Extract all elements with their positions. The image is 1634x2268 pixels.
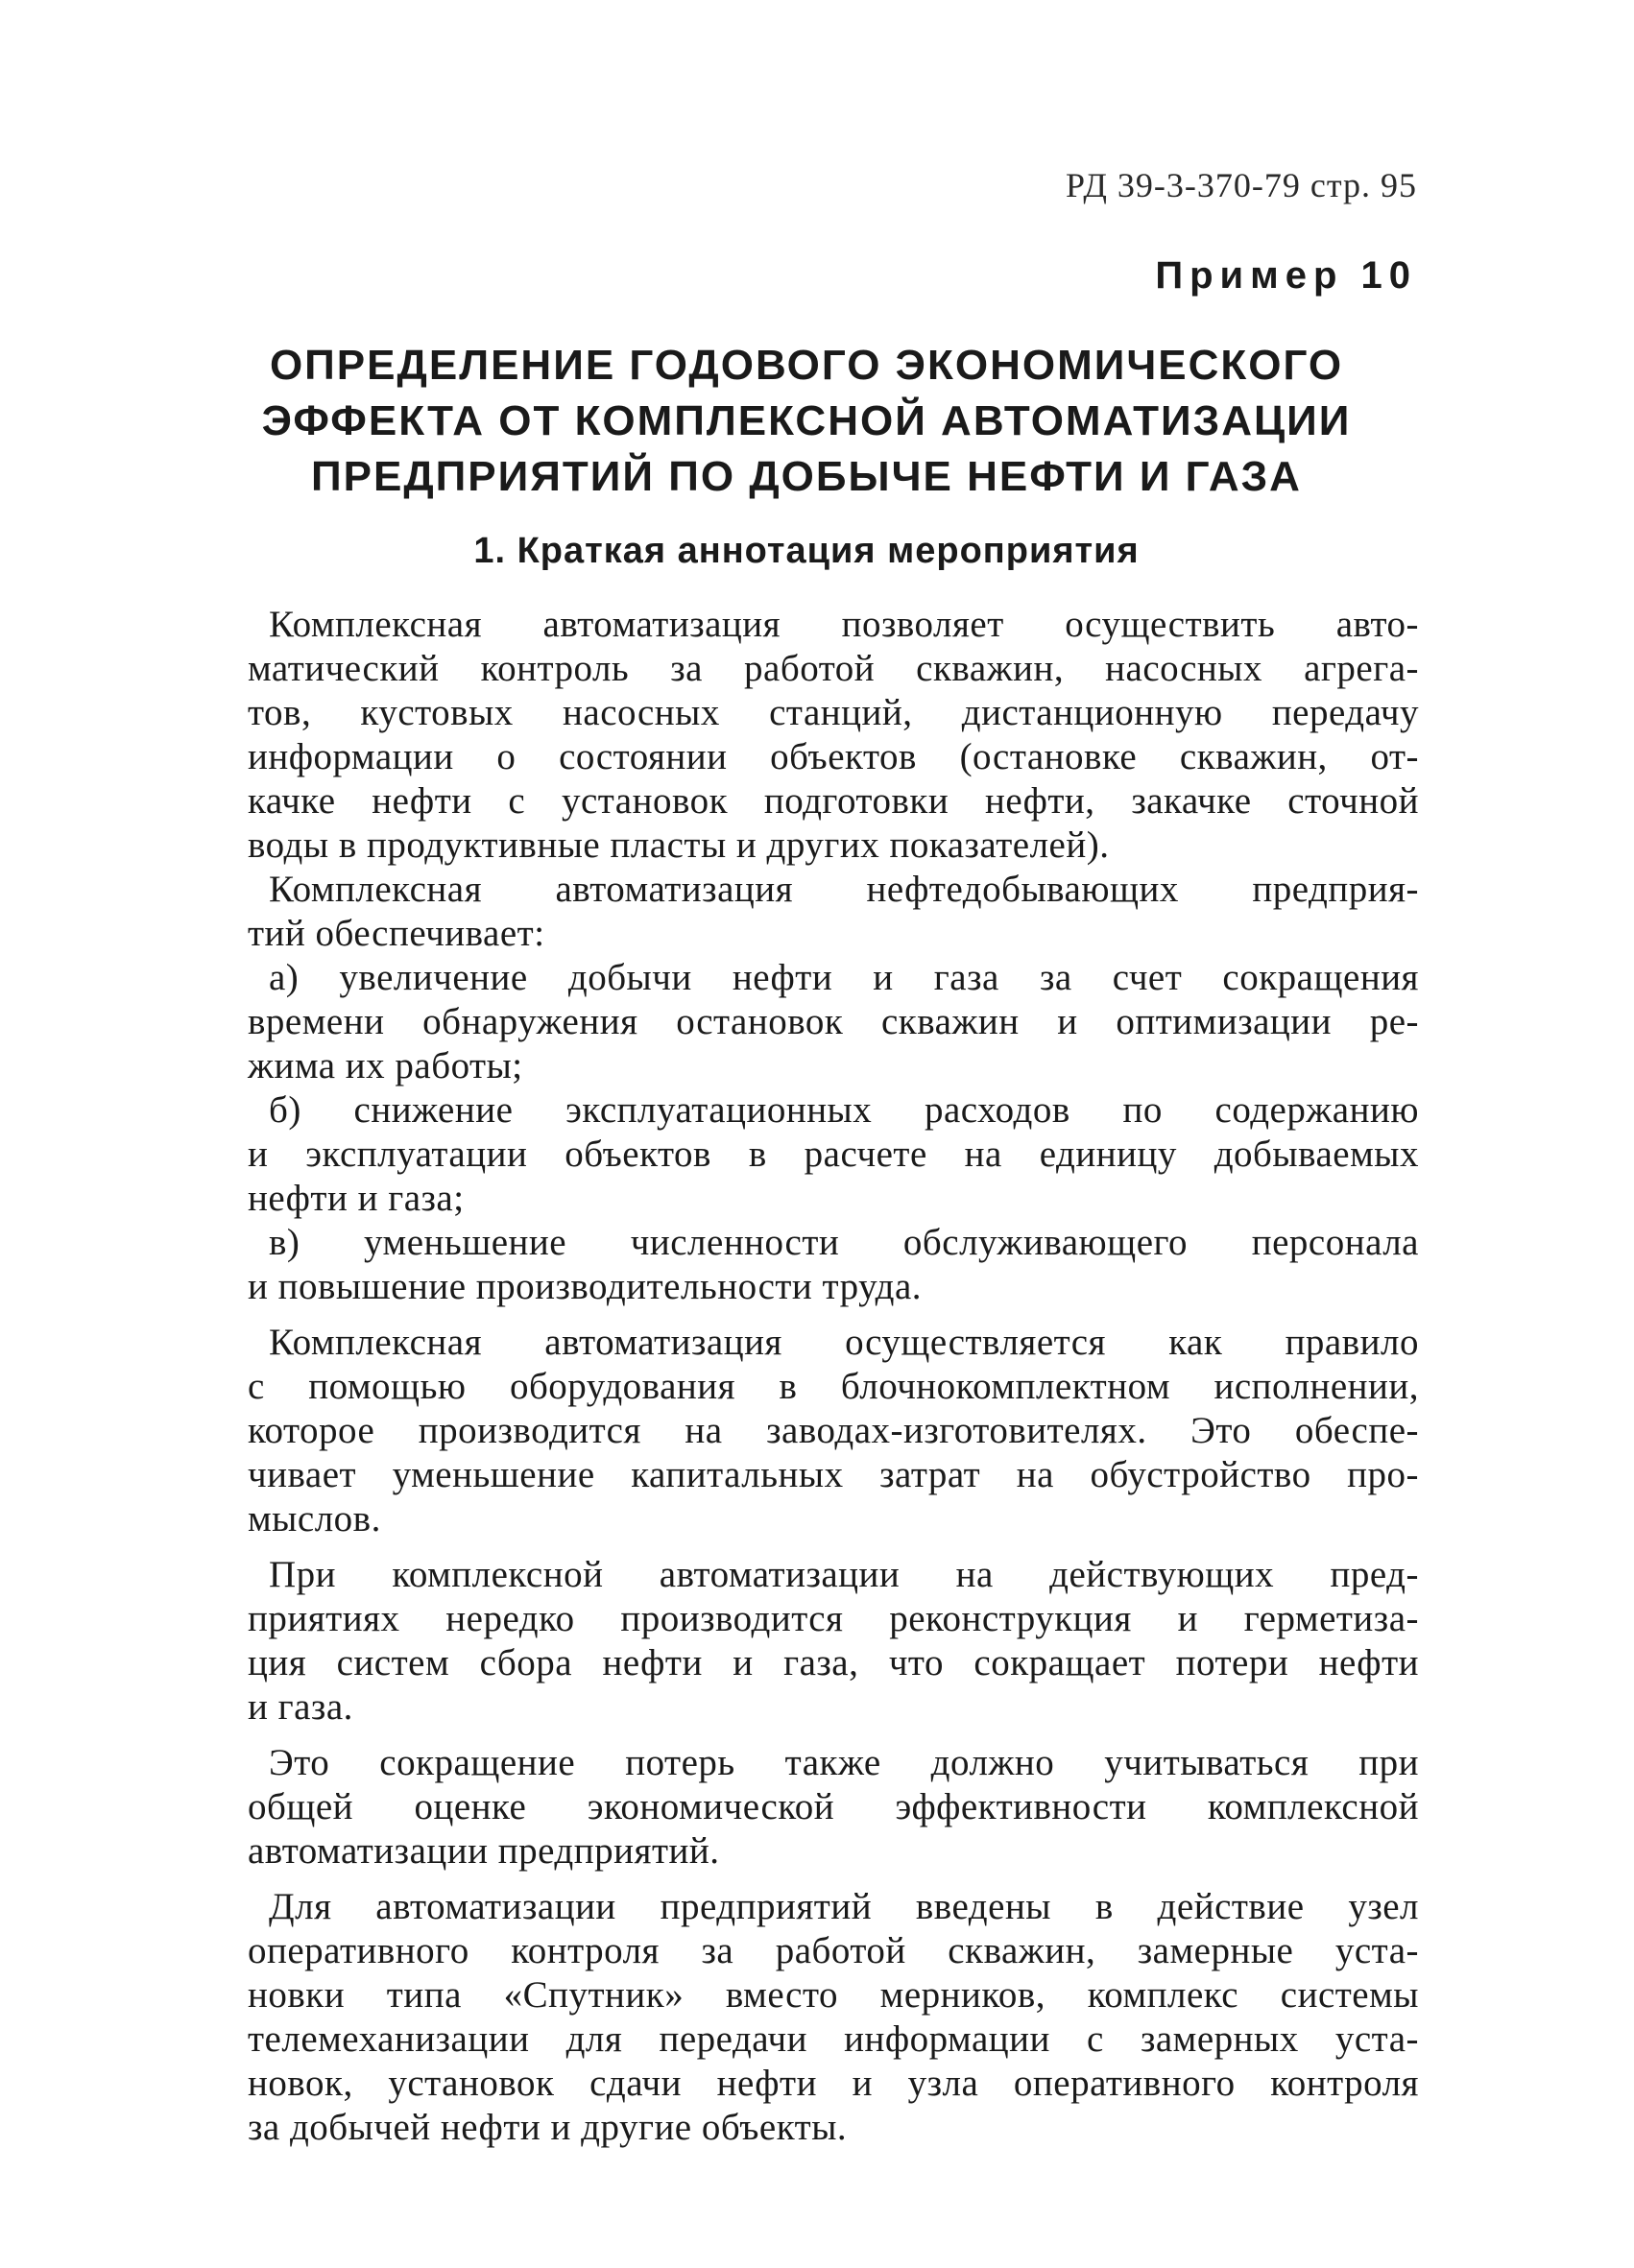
text-line: и газа. bbox=[248, 1686, 353, 1728]
list-item bbox=[248, 1088, 1419, 1221]
text-line: которое производится на заводах-изготовителях. Это обеспе- bbox=[248, 1410, 1419, 1451]
text-line: мыслов. bbox=[248, 1498, 381, 1540]
text-line: общей оценке экономической эффективности комплексной bbox=[248, 1786, 1419, 1827]
text-line: новки типа «Спутник» вместо мерников, комплекс системы bbox=[248, 1974, 1419, 2016]
text-line: При комплексной автоматизации на действующих пред- bbox=[269, 1554, 1419, 1595]
text-line: оперативного контроля за работой скважин, замерные уста- bbox=[248, 1930, 1419, 1971]
text-line: информации о состоянии объектов (остановке скважин, от- bbox=[248, 736, 1419, 777]
document-reference: РД 39-3-370-79 стр. 95 bbox=[1066, 166, 1417, 204]
text-line: Это сокращение потерь также должно учитываться при bbox=[269, 1742, 1419, 1783]
text-line: Комплексная автоматизация осуществляется как правило bbox=[269, 1322, 1419, 1363]
text-line: приятиях нередко производится реконструкция и герметиза- bbox=[248, 1598, 1419, 1639]
text-line: качке нефти с установок подготовки нефти, закачке сточной bbox=[248, 780, 1419, 822]
paragraph bbox=[248, 603, 1419, 868]
list-item bbox=[248, 956, 1419, 1088]
text-line: с помощью оборудования в блочнокомплектном исполнении, bbox=[248, 1366, 1419, 1407]
list-item bbox=[248, 1221, 1419, 1309]
text-line: за добычей нефти и другие объекты. bbox=[248, 2107, 848, 2148]
example-label: Пример 10 bbox=[1155, 254, 1417, 297]
section-heading: 1. Краткая аннотация мероприятия bbox=[473, 531, 1140, 571]
text-line: Комплексная автоматизация позволяет осуществить авто- bbox=[269, 604, 1419, 645]
text-line: чивает уменьшение капитальных затрат на обустройство про- bbox=[248, 1454, 1419, 1495]
text-line: ция систем сбора нефти и газа, что сокращает потери нефти bbox=[248, 1642, 1419, 1683]
body-text bbox=[248, 603, 1419, 2150]
text-line: тов, кустовых насосных станций, дистанционную передачу bbox=[248, 692, 1419, 733]
text-line: жима их работы; bbox=[248, 1045, 523, 1086]
text-line: б) снижение эксплуатационных расходов по содержанию bbox=[269, 1089, 1419, 1131]
text-line: телемеханизации для передачи информации с замерных уста- bbox=[248, 2018, 1419, 2060]
text-line: воды в продуктивные пласты и других показателей). bbox=[248, 824, 1110, 866]
paragraph bbox=[248, 1553, 1419, 1730]
text-line: и эксплуатации объектов в расчете на единицу добываемых bbox=[248, 1134, 1419, 1175]
text-line: Для автоматизации предприятий введены в действие узел bbox=[269, 1886, 1419, 1927]
paragraph bbox=[248, 1741, 1419, 1874]
paragraph bbox=[248, 868, 1419, 956]
text-line: в) уменьшение численности обслуживающего персонала bbox=[269, 1222, 1419, 1263]
text-line: тий обеспечивает: bbox=[248, 913, 545, 954]
text-line: а) увеличение добычи нефти и газа за счет сокращения bbox=[269, 957, 1419, 998]
paragraph bbox=[248, 1885, 1419, 2150]
text-line: времени обнаружения остановок скважин и оптимизации ре- bbox=[248, 1001, 1419, 1042]
text-line: и повышение производительности труда. bbox=[248, 1266, 923, 1307]
document-title bbox=[192, 338, 1421, 505]
text-line: Комплексная автоматизация нефтедобывающих предприя- bbox=[269, 869, 1419, 910]
title-line: ПРЕДПРИЯТИЙ ПО ДОБЫЧЕ НЕФТИ И ГАЗА bbox=[311, 453, 1302, 500]
text-line: автоматизации предприятий. bbox=[248, 1830, 720, 1872]
text-line: нефти и газа; bbox=[248, 1178, 465, 1219]
text-line: матический контроль за работой скважин, насосных агрега- bbox=[248, 648, 1419, 689]
title-line: ЭФФЕКТА ОТ КОМПЛЕКСНОЙ АВТОМАТИЗАЦИИ bbox=[261, 397, 1352, 444]
title-line: ОПРЕДЕЛЕНИЕ ГОДОВОГО ЭКОНОМИЧЕСКОГО bbox=[269, 342, 1344, 389]
text-line: новок, установок сдачи нефти и узла оперативного контроля bbox=[248, 2063, 1419, 2104]
paragraph bbox=[248, 1321, 1419, 1541]
